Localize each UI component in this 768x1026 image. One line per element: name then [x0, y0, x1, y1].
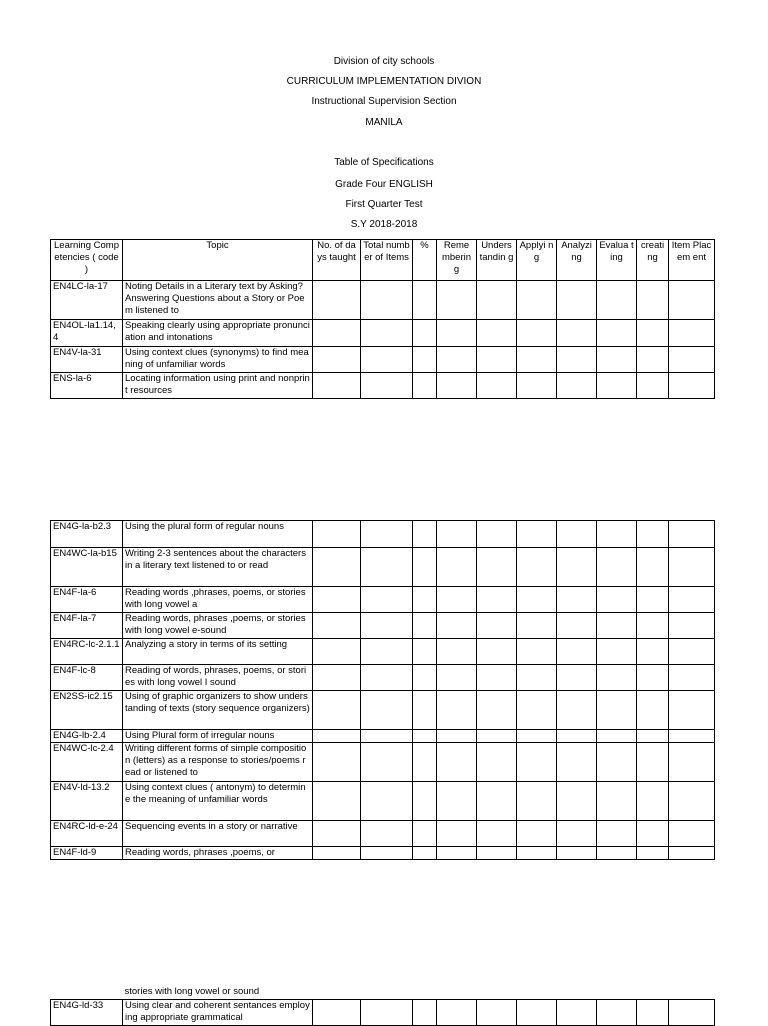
empty-cell [361, 730, 413, 743]
empty-cell [597, 999, 637, 1025]
empty-cell [517, 373, 557, 399]
empty-cell [637, 373, 669, 399]
topic-cell: Writing 2-3 sentences about the characters in a literary text listened to or read [123, 548, 313, 587]
empty-cell [597, 320, 637, 347]
empty-cell [517, 847, 557, 860]
empty-cell [517, 730, 557, 743]
empty-cell [413, 521, 437, 548]
empty-cell [597, 821, 637, 847]
empty-cell [477, 521, 517, 548]
empty-cell [313, 548, 361, 587]
competency-code: EN4OL-la1.14,4 [51, 320, 123, 347]
topic-cell: Sequencing events in a story or narrative [123, 821, 313, 847]
empty-cell [437, 847, 477, 860]
column-header-placement: Item Placem ent [669, 240, 715, 281]
topic-cell: Using context clues (synonyms) to find meaning of unfamiliar words [123, 347, 313, 373]
document-title: Table of Specifications [334, 157, 434, 168]
table-row [51, 521, 715, 548]
empty-cell [517, 548, 557, 587]
empty-cell [637, 613, 669, 639]
specifications-table-2 [50, 520, 715, 860]
topic-cell: Using context clues ( antonym) to determine the meaning of unfamiliar words [123, 782, 313, 821]
empty-cell [477, 821, 517, 847]
empty-cell [361, 613, 413, 639]
empty-cell [517, 281, 557, 320]
topic-cell: Writing different forms of simple composition (letters) as a response to stories/poems read or listened to [123, 743, 313, 782]
competency-code: EN4F-ld-9 [51, 847, 123, 860]
empty-cell [313, 320, 361, 347]
topic-cell: Reading words, phrases ,poems, or [123, 847, 313, 860]
empty-cell [413, 613, 437, 639]
empty-cell [413, 821, 437, 847]
competency-code: EN4RC-lc-2.1.1 [51, 639, 123, 665]
section-line: Instructional Supervision Section [311, 96, 457, 107]
competency-code: EN4G-ld-33 [51, 999, 123, 1025]
topic-cell: Reading words ,phrases, poems, or stories with long vowel a [123, 587, 313, 613]
empty-cell [597, 730, 637, 743]
empty-cell [557, 821, 597, 847]
empty-cell [669, 999, 715, 1025]
topic-cell: Using of graphic organizers to show understanding of texts (story sequence organizers) [123, 691, 313, 730]
empty-cell [361, 548, 413, 587]
empty-cell [361, 743, 413, 782]
empty-cell [517, 613, 557, 639]
empty-cell [669, 847, 715, 860]
column-header-remembering: Reme mberin g [437, 240, 477, 281]
topic-cell: Using clear and coherent sentances employing appropriate grammatical [123, 999, 313, 1025]
empty-cell [413, 986, 437, 999]
empty-cell [597, 639, 637, 665]
empty-cell [597, 281, 637, 320]
empty-cell [669, 821, 715, 847]
empty-cell [413, 639, 437, 665]
competency-code: EN4LC-la-17 [51, 281, 123, 320]
empty-cell [437, 639, 477, 665]
empty-cell [313, 821, 361, 847]
table-row [51, 665, 715, 691]
empty-cell [361, 281, 413, 320]
competency-code [51, 986, 123, 999]
competency-code: EN4F-la-6 [51, 587, 123, 613]
empty-cell [517, 320, 557, 347]
empty-cell [437, 691, 477, 730]
column-header-days: No. of days taught [313, 240, 361, 281]
empty-cell [313, 691, 361, 730]
topic-cell: Reading words, phrases ,poems, or stories with long vowel e-sound [123, 613, 313, 639]
topic-cell: Using Plural form of irregular nouns [123, 730, 313, 743]
empty-cell [477, 347, 517, 373]
empty-cell [313, 347, 361, 373]
empty-cell [437, 665, 477, 691]
empty-cell [597, 782, 637, 821]
specifications-table-3 [50, 986, 715, 1026]
empty-cell [437, 373, 477, 399]
empty-cell [669, 347, 715, 373]
column-header-topic: Topic [123, 240, 313, 281]
empty-cell [477, 639, 517, 665]
empty-cell [637, 320, 669, 347]
empty-cell [437, 743, 477, 782]
topic-cell: Reading of words, phrases, poems, or stories with long vowel I sound [123, 665, 313, 691]
empty-cell [361, 782, 413, 821]
competency-code: ENS-la-6 [51, 373, 123, 399]
empty-cell [437, 587, 477, 613]
empty-cell [597, 847, 637, 860]
empty-cell [557, 665, 597, 691]
empty-cell [637, 847, 669, 860]
competency-code: EN4V-la-31 [51, 347, 123, 373]
department-line: CURRICULUM IMPLEMENTATION DIVION [286, 76, 482, 87]
empty-cell [477, 986, 517, 999]
empty-cell [637, 347, 669, 373]
empty-cell [597, 691, 637, 730]
topic-cell: Speaking clearly using appropriate pronunciation and intonations [123, 320, 313, 347]
empty-cell [597, 548, 637, 587]
empty-cell [517, 743, 557, 782]
empty-cell [557, 730, 597, 743]
table-row [51, 639, 715, 665]
school-year-line: S.Y 2018-2018 [350, 219, 418, 230]
column-header-percent: % [413, 240, 437, 281]
empty-cell [597, 587, 637, 613]
empty-cell [413, 587, 437, 613]
specifications-table-1 [50, 239, 715, 399]
empty-cell [597, 665, 637, 691]
empty-cell [557, 691, 597, 730]
empty-cell [637, 999, 669, 1025]
table-row [51, 691, 715, 730]
empty-cell [637, 782, 669, 821]
topic-cell: Using the plural form of regular nouns [123, 521, 313, 548]
empty-cell [361, 665, 413, 691]
empty-cell [637, 743, 669, 782]
table-row [51, 782, 715, 821]
empty-cell [361, 521, 413, 548]
empty-cell [637, 587, 669, 613]
division-line: Division of city schools [333, 56, 435, 67]
empty-cell [413, 281, 437, 320]
empty-cell [669, 782, 715, 821]
topic-cell: Noting Details in a Literary text by Asking? Answering Questions about a Story or Poem listened to [123, 281, 313, 320]
competency-code: EN4V-ld-13.2 [51, 782, 123, 821]
empty-cell [517, 782, 557, 821]
empty-cell [413, 730, 437, 743]
empty-cell [477, 999, 517, 1025]
empty-cell [413, 691, 437, 730]
column-header-understanding: Unders tandin g [477, 240, 517, 281]
empty-cell [477, 320, 517, 347]
empty-cell [361, 587, 413, 613]
empty-cell [637, 548, 669, 587]
empty-cell [413, 743, 437, 782]
empty-cell [637, 281, 669, 320]
empty-cell [437, 999, 477, 1025]
column-header-evaluating: Evalua ting [597, 240, 637, 281]
empty-cell [557, 347, 597, 373]
empty-cell [669, 639, 715, 665]
empty-cell [557, 639, 597, 665]
empty-cell [477, 281, 517, 320]
empty-cell [477, 613, 517, 639]
empty-cell [637, 986, 669, 999]
table-row [51, 281, 715, 320]
table-row [51, 730, 715, 743]
empty-cell [361, 320, 413, 347]
table-row [51, 847, 715, 860]
empty-cell [557, 782, 597, 821]
topic-cell: stories with long vowel or sound [123, 986, 313, 999]
empty-cell [313, 639, 361, 665]
competency-code: EN4RC-ld-e-24 [51, 821, 123, 847]
competency-code: EN4WC-lc-2.4 [51, 743, 123, 782]
empty-cell [637, 730, 669, 743]
empty-cell [669, 281, 715, 320]
empty-cell [437, 521, 477, 548]
empty-cell [557, 743, 597, 782]
empty-cell [413, 320, 437, 347]
topic-cell: Analyzing a story in terms of its setting [123, 639, 313, 665]
empty-cell [637, 821, 669, 847]
empty-cell [517, 587, 557, 613]
empty-cell [437, 730, 477, 743]
empty-cell [313, 613, 361, 639]
empty-cell [669, 986, 715, 999]
empty-cell [313, 999, 361, 1025]
empty-cell [597, 986, 637, 999]
empty-cell [313, 281, 361, 320]
empty-cell [477, 665, 517, 691]
empty-cell [597, 347, 637, 373]
empty-cell [361, 986, 413, 999]
empty-cell [557, 587, 597, 613]
table-row [51, 613, 715, 639]
empty-cell [669, 743, 715, 782]
empty-cell [557, 613, 597, 639]
grade-subject-line: Grade Four ENGLISH [335, 179, 433, 190]
table-row [51, 821, 715, 847]
empty-cell [413, 999, 437, 1025]
city-line: MANILA [365, 117, 403, 128]
empty-cell [437, 281, 477, 320]
table-row [51, 347, 715, 373]
empty-cell [597, 613, 637, 639]
empty-cell [557, 999, 597, 1025]
empty-cell [361, 639, 413, 665]
empty-cell [313, 521, 361, 548]
column-header-total: Total number of Items [361, 240, 413, 281]
empty-cell [313, 665, 361, 691]
empty-cell [313, 743, 361, 782]
empty-cell [557, 847, 597, 860]
empty-cell [437, 320, 477, 347]
column-header-applying: Applyi ng [517, 240, 557, 281]
column-header-analyzing: Analyzi ng [557, 240, 597, 281]
empty-cell [437, 548, 477, 587]
empty-cell [669, 373, 715, 399]
empty-cell [413, 665, 437, 691]
empty-cell [413, 373, 437, 399]
empty-cell [669, 548, 715, 587]
empty-cell [313, 587, 361, 613]
empty-cell [557, 320, 597, 347]
empty-cell [517, 999, 557, 1025]
empty-cell [517, 691, 557, 730]
empty-cell [557, 986, 597, 999]
table-row [51, 999, 715, 1025]
column-header-creating: creati ng [637, 240, 669, 281]
empty-cell [517, 821, 557, 847]
empty-cell [437, 986, 477, 999]
competency-code: EN2SS-ic2.15 [51, 691, 123, 730]
empty-cell [477, 730, 517, 743]
empty-cell [361, 691, 413, 730]
empty-cell [637, 521, 669, 548]
empty-cell [361, 847, 413, 860]
empty-cell [669, 613, 715, 639]
table-row [51, 743, 715, 782]
empty-cell [557, 281, 597, 320]
empty-cell [313, 730, 361, 743]
empty-cell [669, 665, 715, 691]
empty-cell [361, 999, 413, 1025]
empty-cell [637, 639, 669, 665]
table-row [51, 986, 715, 999]
empty-cell [313, 782, 361, 821]
empty-cell [597, 743, 637, 782]
table-row [51, 373, 715, 399]
table-row [51, 587, 715, 613]
table-row [51, 548, 715, 587]
empty-cell [477, 782, 517, 821]
table-header-row [51, 240, 715, 281]
empty-cell [313, 986, 361, 999]
empty-cell [477, 743, 517, 782]
test-name-line: First Quarter Test [345, 199, 423, 210]
column-header-competency: Learning Competencies ( code ) [51, 240, 123, 281]
empty-cell [517, 665, 557, 691]
competency-code: EN4WC-la-b15 [51, 548, 123, 587]
empty-cell [413, 548, 437, 587]
empty-cell [669, 730, 715, 743]
empty-cell [413, 847, 437, 860]
empty-cell [477, 373, 517, 399]
empty-cell [597, 373, 637, 399]
empty-cell [477, 847, 517, 860]
empty-cell [361, 373, 413, 399]
empty-cell [437, 347, 477, 373]
empty-cell [313, 373, 361, 399]
empty-cell [669, 691, 715, 730]
empty-cell [437, 821, 477, 847]
empty-cell [413, 347, 437, 373]
empty-cell [477, 587, 517, 613]
empty-cell [477, 691, 517, 730]
empty-cell [557, 373, 597, 399]
empty-cell [637, 665, 669, 691]
competency-code: EN4F-la-7 [51, 613, 123, 639]
empty-cell [669, 521, 715, 548]
empty-cell [477, 548, 517, 587]
empty-cell [361, 347, 413, 373]
empty-cell [517, 521, 557, 548]
empty-cell [413, 782, 437, 821]
competency-code: EN4F-lc-8 [51, 665, 123, 691]
empty-cell [517, 347, 557, 373]
empty-cell [437, 782, 477, 821]
empty-cell [669, 587, 715, 613]
empty-cell [669, 320, 715, 347]
empty-cell [557, 521, 597, 548]
empty-cell [557, 548, 597, 587]
empty-cell [637, 691, 669, 730]
empty-cell [517, 986, 557, 999]
competency-code: EN4G-la-b2.3 [51, 521, 123, 548]
topic-cell: Locating information using print and nonprint resources [123, 373, 313, 399]
empty-cell [437, 613, 477, 639]
table-row [51, 320, 715, 347]
empty-cell [313, 847, 361, 860]
competency-code: EN4G-lb-2.4 [51, 730, 123, 743]
empty-cell [597, 521, 637, 548]
empty-cell [517, 639, 557, 665]
empty-cell [361, 821, 413, 847]
